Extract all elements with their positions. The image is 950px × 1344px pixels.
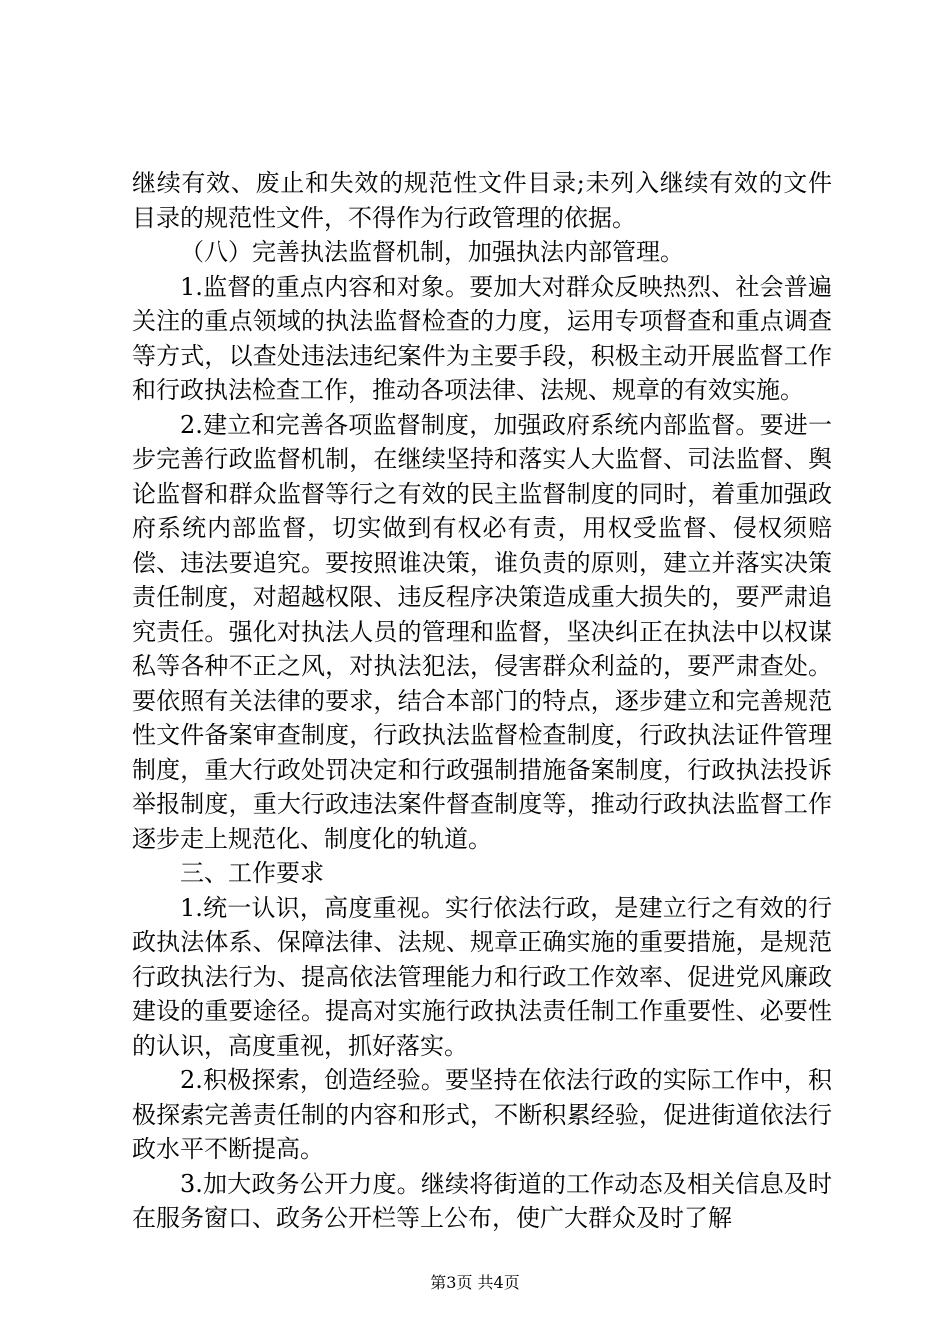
- paragraph: 2.积极探索，创造经验。要坚持在依法行政的实际工作中，积极探索完善责任制的内容和形式，不断积累经验，促进街道依法行政水平不断提高。: [132, 1066, 832, 1163]
- section-heading: 三、工作要求: [180, 859, 324, 887]
- paragraph: 1.统一认识，高度重视。实行依法行政，是建立行之有效的行政执法体系、保障法律、法规、规章正确实施的重要措施，是规范行政执法行为、提高依法管理能力和行政工作效率、促进党风廉政建设的重要途径。提高对实施行政执法责任制工作重要性、必要性的认识，高度重视，抓好落实。: [132, 893, 832, 1060]
- page-number-footer: 第3页 共4页: [430, 1273, 520, 1292]
- paragraph: 2.建立和完善各项监督制度，加强政府系统内部监督。要进一步完善行政监督机制，在继续坚持和落实人大监督、司法监督、舆论监督和群众监督等行之有效的民主监督制度的同时，着重加强政府系统内部监督，切实做到有权必有责，用权受监督、侵权须赔偿、违法要追究。要按照谁决策，谁负责的原则，建立并落实决策责任制度，对超越权限、违反程序决策造成重大损失的，要严肃追究责任。强化对执法人员的管理和监督，坚决纠正在执法中以权谋私等各种不正之风，对执法犯法，侵害群众利益的，要严肃查处。要依照有关法律的要求，结合本部门的特点，逐步建立和完善规范性文件备案审查制度，行政执法监督检查制度，行政执法证件管理制度，重大行政处罚决定和行政强制措施备案制度，行政执法投诉举报制度，重大行政违法案件督查制度等，推动行政执法监督工作逐步走上规范化、制度化的轨道。: [132, 410, 832, 853]
- section-heading: （八）完善执法监督机制，加强执法内部管理。: [180, 238, 684, 266]
- paragraph: 3.加大政务公开力度。继续将街道的工作动态及相关信息及时在服务窗口、政务公开栏等上公布，使广大群众及时了解: [132, 1169, 832, 1232]
- paragraph: 继续有效、废止和失效的规范性文件目录;未列入继续有效的文件目录的规范性文件，不得作为行政管理的依据。: [132, 169, 832, 232]
- document-body: [132, 166, 832, 1236]
- paragraph: 1.监督的重点内容和对象。要加大对群众反映热烈、社会普遍关注的重点领域的执法监督检查的力度，运用专项督查和重点调查等方式，以查处违法违纪案件为主要手段，积极主动开展监督工作和行政执法检查工作，推动各项法律、法规、规章的有效实施。: [132, 272, 832, 404]
